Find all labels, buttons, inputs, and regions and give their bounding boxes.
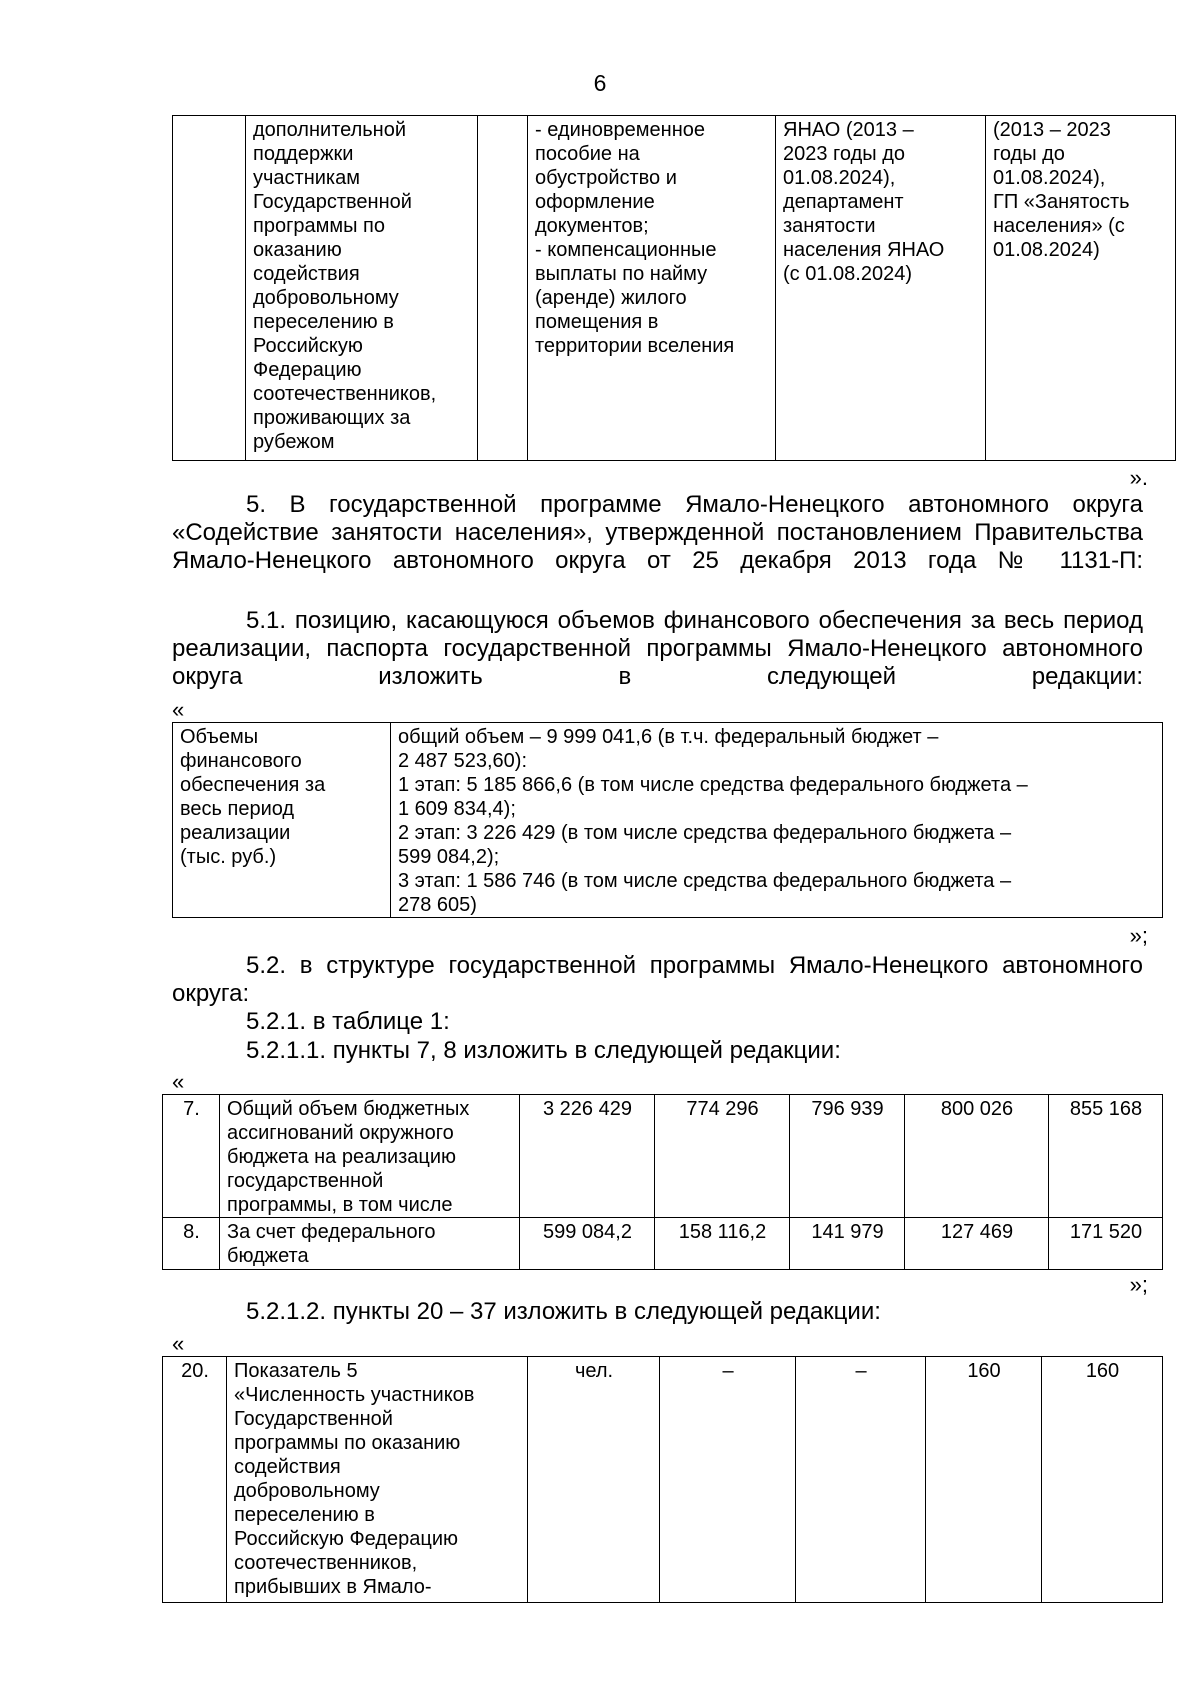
table-row: [163, 1218, 1163, 1270]
table-cell: 127 469: [905, 1218, 1049, 1270]
table-1-rows-7-8: [162, 1094, 1163, 1270]
table-1-row-20: [162, 1356, 1163, 1603]
table-cell: 855 168: [1049, 1095, 1163, 1218]
program-table-continuation: [172, 115, 1176, 461]
table-cell: 599 084,2: [520, 1218, 655, 1270]
table-cell: - единовременное пособие на обустройство и оформление документов; - компенсационные выплаты по найму (аренде) жилого помещения в территории вселения: [528, 116, 776, 461]
table-cell: дополнительной поддержки участникам Государственной программы по оказанию содействия добровольному переселению в Российскую Федерацию соотечественников, проживающих за рубежом: [246, 116, 478, 461]
table-cell: 774 296: [655, 1095, 790, 1218]
row-name: За счет федерального бюджета: [220, 1218, 520, 1270]
table-cell: –: [796, 1357, 926, 1603]
closing-quote: »;: [1129, 1272, 1148, 1297]
table-cell: ЯНАО (2013 – 2023 годы до 01.08.2024), департамент занятости населения ЯНАО (с 01.08.2024): [776, 116, 986, 461]
table-cell: [478, 116, 528, 461]
table-row: [163, 1357, 1163, 1603]
passport-funding-table: [172, 722, 1163, 918]
table-cell: [173, 116, 246, 461]
opening-quote: «: [172, 697, 185, 722]
table-cell: 796 939: [790, 1095, 905, 1218]
opening-quote: «: [172, 1331, 185, 1356]
table-cell: 171 520: [1049, 1218, 1163, 1270]
table-cell: 141 979: [790, 1218, 905, 1270]
funding-label-cell: Объемы финансового обеспечения за весь период реализации (тыс. руб.): [173, 723, 391, 918]
closing-quote: »;: [1129, 923, 1148, 948]
paragraph-5-1: 5.1. позицию, касающуюся объемов финансового обеспечения за весь период реализации, паспорта государственной программы Ямало-Ненецкого автономного округа изложить в следующей редакции:: [172, 607, 1143, 690]
table-cell: 3 226 429: [520, 1095, 655, 1218]
paragraph-5-2-1: 5.2.1. в таблице 1:: [246, 1008, 450, 1035]
table-cell: 160: [1042, 1357, 1163, 1603]
paragraph-5-2-1-1: 5.2.1.1. пункты 7, 8 изложить в следующей редакции:: [246, 1037, 841, 1064]
closing-quote: ».: [1129, 465, 1148, 490]
table-cell: (2013 – 2023 годы до 01.08.2024), ГП «Занятость населения» (с 01.08.2024): [986, 116, 1176, 461]
funding-value-cell: общий объем – 9 999 041,6 (в т.ч. федеральный бюджет – 2 487 523,60): 1 этап: 5 185 866,6 (в том числе средства федерального бюджета – 1 609 834,4); 2 этап: 3 226 429 (в том числе средства федерального бюджета – 599 084,2); 3 этап: 1 586 746 (в том числе средства федерального бюджета – 278 605): [391, 723, 1163, 918]
opening-quote: «: [172, 1069, 185, 1094]
table-row: [173, 723, 1163, 918]
row-name: Показатель 5 «Численность участников Государственной программы по оказанию содействия добровольному переселению в Российскую Федерацию соотечественников, прибывших в Ямало-: [227, 1357, 528, 1603]
paragraph-5-2-1-2: 5.2.1.2. пункты 20 – 37 изложить в следующей редакции:: [246, 1298, 881, 1325]
table-cell: 158 116,2: [655, 1218, 790, 1270]
table-row: [173, 116, 1176, 461]
row-number: 7.: [163, 1095, 220, 1218]
paragraph-5: 5. В государственной программе Ямало-Ненецкого автономного округа «Содействие занятости населения», утвержденной постановлением Правительства Ямало-Ненецкого автономного округа от 25 декабря 2013 года № 1131-П:: [172, 491, 1143, 574]
table-row: [163, 1095, 1163, 1218]
row-number: 8.: [163, 1218, 220, 1270]
paragraph-5-2: 5.2. в структуре государственной программы Ямало-Ненецкого автономного округа:: [172, 952, 1143, 1007]
table-cell: 160: [926, 1357, 1042, 1603]
page-number: 6: [593, 70, 607, 96]
table-cell: –: [660, 1357, 796, 1603]
row-name: Общий объем бюджетных ассигнований окружного бюджета на реализацию государственной программы, в том числе: [220, 1095, 520, 1218]
table-cell: 800 026: [905, 1095, 1049, 1218]
unit-cell: чел.: [528, 1357, 660, 1603]
row-number: 20.: [163, 1357, 227, 1603]
